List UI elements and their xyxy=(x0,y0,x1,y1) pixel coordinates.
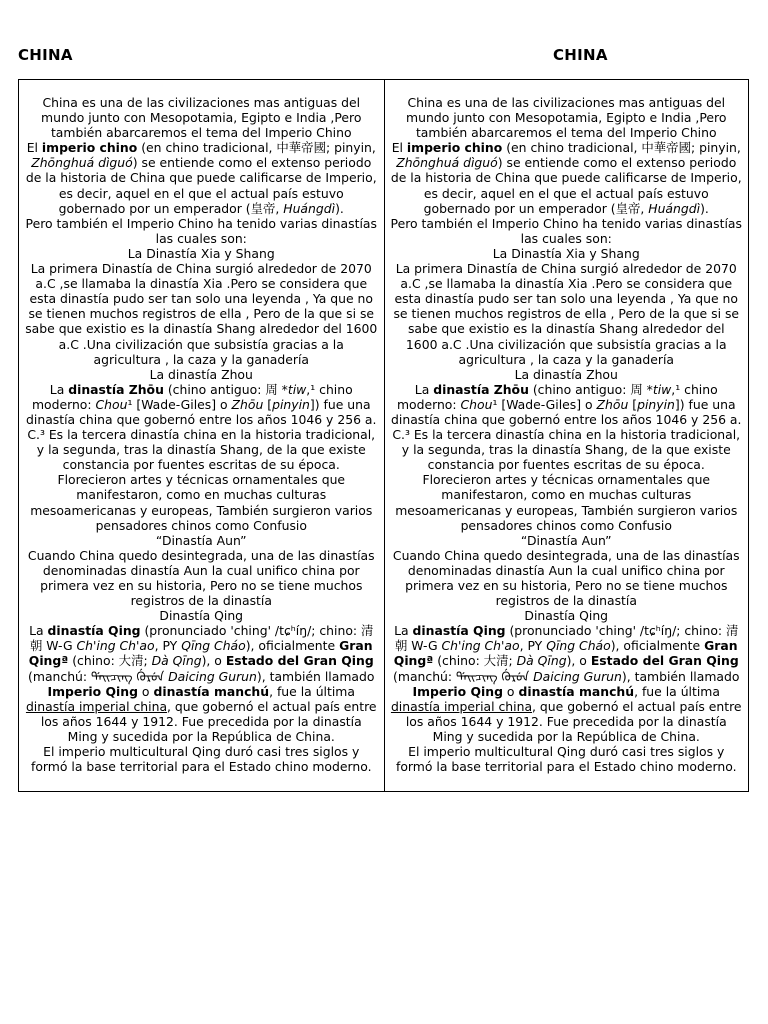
aun-heading: “Dinastía Aun” xyxy=(520,532,612,548)
qing-paragraph: La dinastía Qing (pronunciado 'ching' /tɕʰíŋ/; chino: 清朝 W-G Ch'ing Ch'ao, PY Qīng Cháo), oficialmente Gran Qingª (chino: 大清; Dà Qīng), o Estado del Gran Qing (manchú: ᡩᠠᡳᠴᡳᠩ ᡤᡠᡵᡠᠨ Daicing Gurun), también llamado Imperio Qing o dinastía manchú, fue la última dinastía imperial china, que gobernó el actual país entre los años 1644 y 1912. Fue precedida por la dinastía Ming y sucedida por la República de China. xyxy=(390,623,742,744)
imperio-paragraph: El imperio chino (en chino tradicional, 中華帝國; pinyin, Zhōnghuá dìguó) se entiende como el extenso periodo de la historia de China que puede calificarse de Imperio, es decir, aquel en el que el actual país estuvo gobernado por un emperador (皇帝, Huángdì). xyxy=(390,140,742,216)
aun-paragraph: Cuando China quedo desintegrada, una de las dinastías denominadas dinastía Aun la cual unifico china por primera vez en su historia, Pero no se tiene muchos registros de la dinastía xyxy=(392,547,740,609)
qing-end-paragraph: El imperio multicultural Qing duró casi tres siglos y formó la base territorial para el Estado chino moderno. xyxy=(30,744,372,775)
column-right xyxy=(384,80,749,791)
aun-heading: “Dinastía Aun” xyxy=(155,532,247,548)
heading-left: CHINA xyxy=(18,46,73,64)
zhou-paragraph: La dinastía Zhōu (chino antiguo: 周 *tiw,¹ chino moderno: Chou¹ [Wade-Giles] o Zhōu [pinyin]) fue una dinastía china que gobernó entre los años 1046 y 256 a. C.³ Es la tercera dinastía china en la historia tradicional, y la segunda, tras la dinastía Shang, de la que existe constancia por fuentes escritas de su época. xyxy=(26,381,377,473)
xia-paragraph: La primera Dinastía de China surgió alrededor de 2070 a.C ,se llamaba la dinastía Xia .Pero se considera que esta dinastía pudo ser tan solo una leyenda , Ya que no se tienen muchos registros de ella , Pero de la que si se sabe que existio es la dinastía Shang alrededor del 1600 a.C .Una civilización que subsistía gracias a la agricultura , la caza y la ganadería xyxy=(393,261,740,367)
qing-heading: Dinastía Qing xyxy=(524,608,609,624)
dinastias-intro: Pero también el Imperio Chino ha tenido varias dinastías las cuales son: xyxy=(390,215,742,246)
zhou-arts-paragraph: Florecieron artes y técnicas ornamentales que manifestaron, como en muchas culturas mesoamericanas y europeas, También surgieron varios pensadores chinos como Confusio xyxy=(30,472,373,533)
heading-right: CHINA xyxy=(553,46,608,64)
intro-paragraph: China es una de las civilizaciones mas antiguas del mundo junto con Mesopotamia, Egipto e India ,Pero también abarcaremos el tema del Imperio Chino xyxy=(41,95,362,141)
zhou-heading: La dinastía Zhou xyxy=(514,366,618,382)
zhou-arts-paragraph: Florecieron artes y técnicas ornamentales que manifestaron, como en muchas culturas mesoamericanas y europeas, También surgieron varios pensadores chinos como Confusio xyxy=(395,472,738,533)
qing-paragraph: La dinastía Qing (pronunciado 'ching' /tɕʰíŋ/; chino: 清朝 W-G Ch'ing Ch'ao, PY Qīng Cháo), oficialmente Gran Qingª (chino: 大清; Dà Qīng), o Estado del Gran Qing (manchú: ᡩᠠᡳᠴᡳᠩ ᡤᡠᡵᡠᠨ Daicing Gurun), también llamado Imperio Qing o dinastía manchú, fue la última dinastía imperial china, que gobernó el actual país entre los años 1644 y 1912. Fue precedida por la dinastía Ming y sucedida por la República de China. xyxy=(25,623,377,744)
imperio-paragraph: El imperio chino (en chino tradicional, 中華帝國; pinyin, Zhōnghuá dìguó) se entiende como el extenso periodo de la historia de China que puede calificarse de Imperio, es decir, aquel en el que el actual país estuvo gobernado por un emperador (皇帝, Huángdì). xyxy=(25,140,377,216)
aun-paragraph: Cuando China quedo desintegrada, una de las dinastías denominadas dinastía Aun la cual unifico china por primera vez en su historia, Pero no se tiene muchos registros de la dinastía xyxy=(27,547,375,609)
xia-heading: La Dinastía Xia y Shang xyxy=(492,245,640,261)
link-dinastia-imperial[interactable]: dinastía imperial china xyxy=(25,698,168,714)
zhou-heading: La dinastía Zhou xyxy=(149,366,253,382)
link-dinastia-imperial[interactable]: dinastía imperial china xyxy=(390,698,533,714)
content-table xyxy=(18,79,749,792)
qing-end-paragraph: El imperio multicultural Qing duró casi tres siglos y formó la base territorial para el Estado chino moderno. xyxy=(395,744,737,775)
column-left xyxy=(19,80,384,791)
intro-paragraph: China es una de las civilizaciones mas antiguas del mundo junto con Mesopotamia, Egipto e India ,Pero también abarcaremos el tema del Imperio Chino xyxy=(406,95,727,141)
qing-heading: Dinastía Qing xyxy=(159,608,244,624)
xia-paragraph: La primera Dinastía de China surgió alrededor de 2070 a.C ,se llamaba la dinastía Xia .Pero se considera que esta dinastía pudo ser tan solo una leyenda , Ya que no se tienen muchos registros de ella , Pero de la que si se sabe que existio es la dinastía Shang alrededor del 1600 a.C .Una civilización que subsistía gracias a la agricultura , la caza y la ganadería xyxy=(25,261,378,367)
xia-heading: La Dinastía Xia y Shang xyxy=(127,245,275,261)
zhou-paragraph: La dinastía Zhōu (chino antiguo: 周 *tiw,¹ chino moderno: Chou¹ [Wade-Giles] o Zhōu [pinyin]) fue una dinastía china que gobernó entre los años 1046 y 256 a. C.³ Es la tercera dinastía china en la historia tradicional, y la segunda, tras la dinastía Shang, de la que existe constancia por fuentes escritas de su época. xyxy=(391,381,742,473)
dinastias-intro: Pero también el Imperio Chino ha tenido varias dinastías las cuales son: xyxy=(25,215,377,246)
